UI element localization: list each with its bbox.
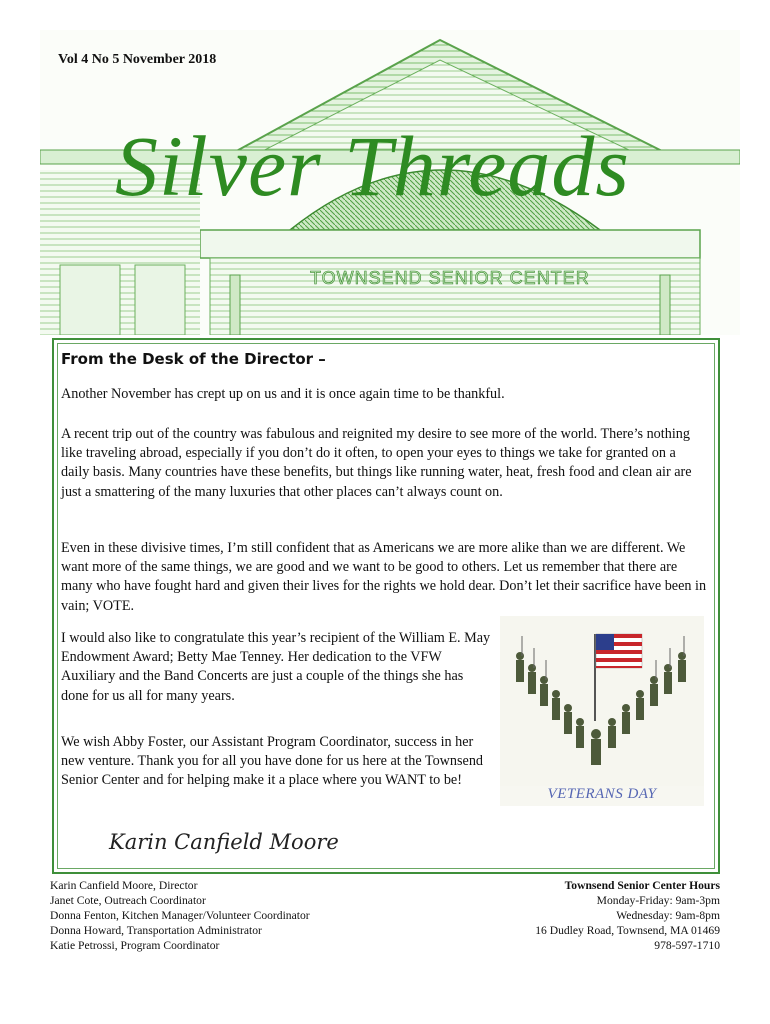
hours-line: Monday-Friday: 9am-3pm bbox=[596, 894, 720, 908]
director-signature: Karin Canfield Moore bbox=[109, 830, 339, 854]
phone-line: 978-597-1710 bbox=[654, 939, 720, 953]
hours-line: Wednesday: 9am-8pm bbox=[616, 909, 720, 923]
hours-title: Townsend Senior Center Hours bbox=[564, 879, 720, 892]
volume-issue: Vol 4 No 5 November 2018 bbox=[58, 52, 217, 67]
staff-item: Donna Howard, Transportation Administrator bbox=[50, 924, 262, 938]
staff-item: Janet Cote, Outreach Coordinator bbox=[50, 894, 206, 908]
staff-list bbox=[50, 878, 310, 953]
letter-paragraph: Another November has crept up on us and it is once again time to be thankful. bbox=[61, 386, 505, 402]
center-hours bbox=[535, 878, 720, 953]
letter-paragraph: We wish Abby Foster, our Assistant Program Coordinator, success in her new venture. Thank you for all you have done for us here at the Townsend Senior Center and for helping make it a place where you WANT to be! bbox=[61, 734, 484, 789]
letter-paragraph: Even in these divisive times, I’m still confident that as Americans we are more alike than we are different. We want more of the same things, we are good and we want to be good to others. Let us remember that there are many who have fought hard and given their lives for the rights we hold dear. Don’t let their sacrifice have been in vain; VOTE. bbox=[61, 540, 707, 614]
newsletter-subtitle: TOWNSEND SENIOR CENTER bbox=[310, 268, 590, 288]
masthead bbox=[40, 30, 740, 335]
address-line: 16 Dudley Road, Townsend, MA 01469 bbox=[535, 924, 720, 938]
veterans-day-image bbox=[500, 616, 704, 806]
director-letter-box bbox=[52, 338, 720, 874]
staff-item: Katie Petrossi, Program Coordinator bbox=[50, 939, 220, 953]
newsletter-title: Silver Threads bbox=[115, 118, 630, 214]
staff-item: Donna Fenton, Kitchen Manager/Volunteer Coordinator bbox=[50, 909, 310, 923]
letter-paragraph: I would also like to congratulate this year’s recipient of the William E. May Endowment Award; Betty Mae Tenney. Her dedication to the VFW Auxiliary and the Band Concerts are just a couple of the things she has done for us all for many years. bbox=[61, 630, 491, 704]
letter-paragraph: A recent trip out of the country was fabulous and reignited my desire to see more of the world. There’s nothing like traveling abroad, especially if you don’t do it often, to open your eyes to things we take for granted on a daily basis. Many countries have these benefits, but things like running water, heat, fresh food and clean air are just a smattering of the many luxuries that other places can’t always count on. bbox=[61, 426, 692, 500]
marching-soldiers-illustration bbox=[500, 616, 704, 786]
staff-item: Karin Canfield Moore, Director bbox=[50, 879, 198, 892]
american-flag-icon bbox=[596, 634, 642, 668]
veterans-day-caption: VETERANS DAY bbox=[547, 786, 657, 802]
letter-heading: From the Desk of the Director – bbox=[61, 350, 326, 368]
